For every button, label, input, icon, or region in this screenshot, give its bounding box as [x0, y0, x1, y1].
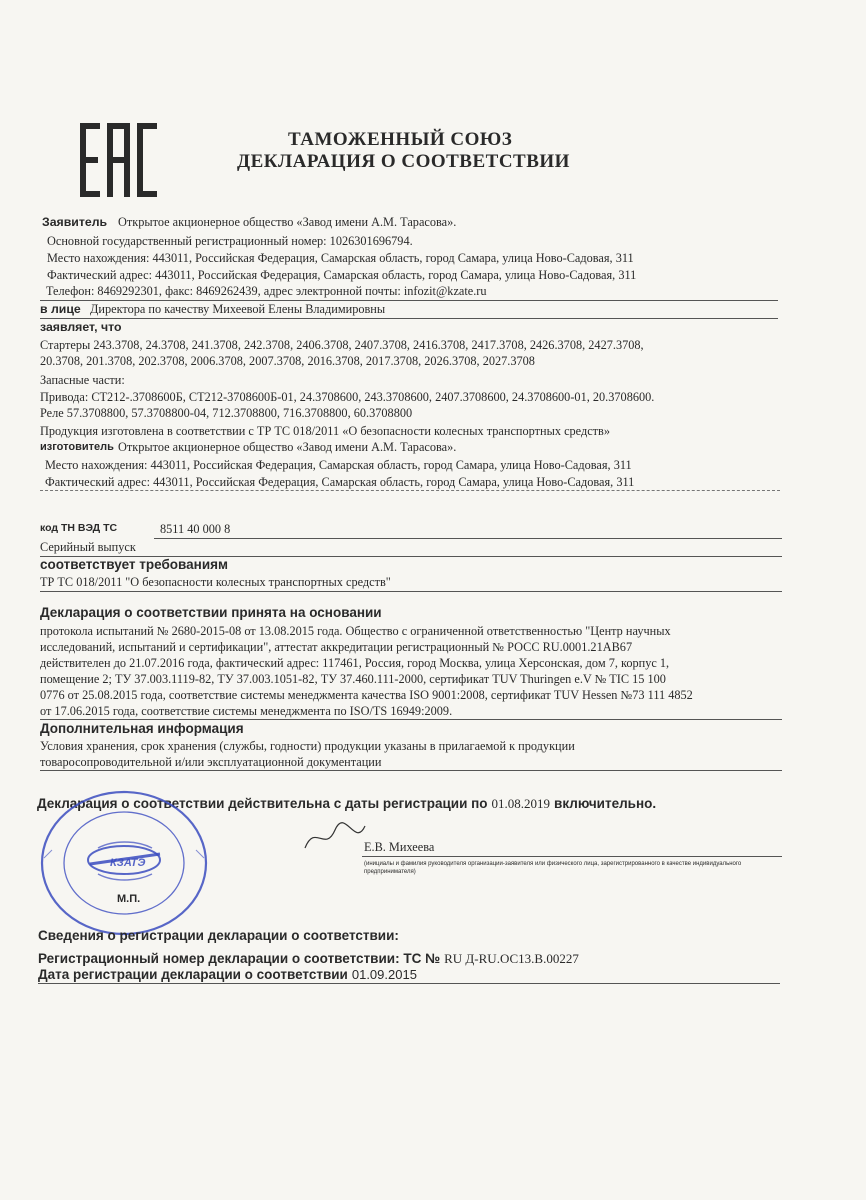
manufacturer-actual-address: Фактический адрес: 443011, Российская Федерация, Самарская область, город Самара, улица Ново-Садовая, 311 [45, 475, 635, 489]
mp-label: М.П. [117, 893, 141, 905]
registration-date-row [38, 966, 417, 984]
signature-caption: (инициалы и фамилия руководителя организации-заявителя или физического лица, зарегистрированного в качестве индивидуального предпринимателя) [364, 861, 742, 875]
applicant-name: Открытое акционерное общество «Завод имени А.М. Тарасова». [118, 215, 457, 229]
basis-label: Декларация о соответствии принята на основании [40, 605, 382, 620]
drives-list: Привода: СТ212-.3708600Б, СТ212-3708600Б-01, 24.3708600, 243.3708600, 2407.3708600, 24.3708600-01, 20.3708600. [40, 390, 655, 404]
applicant-label: Заявитель [42, 215, 108, 229]
registration-number-label: Регистрационный номер декларации о соответствии: ТС № [38, 951, 441, 966]
basis-line: исследований, испытаний и сертификации", аттестат аккредитации регистрационный № РОСС RU.0001.21АВ67 [40, 640, 633, 654]
requirements-value: ТР ТС 018/2011 "О безопасности колесных транспортных средств" [40, 575, 391, 589]
conformity-statement: Продукция изготовлена в соответствии с ТР ТС 018/2011 «О безопасности колесных транспортных средств» [40, 424, 611, 438]
basis-line: 0776 от 25.08.2015 года, соответствие системы менеджмента качества ISO 9001:2008, сертификат TUV Hessen №73 111 4852 [40, 688, 693, 702]
seal-text [38, 788, 210, 943]
seal-lettering [38, 788, 210, 938]
eac-logo [80, 123, 158, 197]
divider [40, 318, 778, 319]
signature-scribble [300, 818, 370, 858]
manufacturer-label: изготовитель [40, 441, 114, 453]
seal-center-text: КЗАТЭ [110, 857, 146, 869]
code-value: 8511 40 000 8 [160, 522, 231, 536]
divider [154, 538, 782, 539]
validity-suffix: включительно. [554, 796, 657, 811]
person-name: Директора по качеству Михеевой Елены Владимировны [90, 302, 386, 316]
divider [40, 300, 778, 301]
basis-line: от 17.06.2015 года, соответствие системы менеджмента по ISO/TS 16949:2009. [40, 704, 453, 718]
person-label: в лице [40, 302, 81, 316]
relays-list: Реле 57.3708800, 57.3708800-04, 712.3708800, 716.3708800, 60.3708800 [40, 406, 413, 420]
basis-line: помещение 2; ТУ 37.003.1119-82, ТУ 37.003.1051-82, ТУ 37.460.111-2000, сертификат TUV Thuringen e.V № TIC 15 100 [40, 672, 666, 686]
divider [38, 983, 780, 984]
products-line2: 20.3708, 201.3708, 202.3708, 2006.3708, 2007.3708, 2016.3708, 2017.3708, 2026.3708, 2027.3708 [40, 354, 535, 368]
validity-date: 01.08.2019 [491, 796, 551, 811]
divider [40, 591, 782, 592]
declares-label: заявляет, что [40, 320, 122, 334]
products-line1: Стартеры 243.3708, 24.3708, 241.3708, 242.3708, 2406.3708, 2407.3708, 2416.3708, 2417.3708, 2426.3708, 2427.3708, [40, 338, 644, 352]
signer-name: Е.В. Михеева [364, 840, 435, 854]
validity-prefix: Декларация о соответствии действительна с даты регистрации по [37, 796, 488, 811]
registration-date: 01.09.2015 [351, 967, 417, 982]
divider [40, 719, 782, 720]
registration-number: RU Д-RU.ОС13.В.00227 [444, 951, 579, 966]
dashed-divider [40, 490, 780, 491]
additional-line2: товаросопроводительной и/или эксплуатационной документации [40, 755, 382, 769]
additional-line1: Условия хранения, срок хранения (службы, годности) продукции указаны в прилагаемой к продукции [40, 739, 575, 753]
applicant-location: Место нахождения: 443011, Российская Федерация, Самарская область, город Самара, улица Ново-Садовая, 311 [47, 251, 634, 265]
title-customs-union: ТАМОЖЕННЫЙ СОЮЗ [288, 129, 513, 150]
basis-line: действителен до 21.07.2016 года, фактический адрес: 117461, Россия, город Москва, улица Херсонская, дом 7, корпус 1, [40, 656, 670, 670]
divider [40, 770, 782, 771]
code-label: код ТН ВЭД ТС [40, 522, 118, 534]
applicant-actual-address: Фактический адрес: 443011, Российская Федерация, Самарская область, город Самара, улица Ново-Садовая, 311 [47, 268, 637, 282]
registration-label: Сведения о регистрации декларации о соответствии: [38, 928, 399, 943]
applicant-contacts: Телефон: 8469292301, факс: 8469262439, адрес электронной почты: infozit@kzate.ru [46, 284, 487, 298]
additional-label: Дополнительная информация [40, 721, 244, 736]
signature-line [362, 856, 782, 857]
manufacturer-location: Место нахождения: 443011, Российская Федерация, Самарская область, город Самара, улица Ново-Садовая, 311 [45, 458, 632, 472]
title-declaration: ДЕКЛАРАЦИЯ О СООТВЕТСТВИИ [237, 151, 570, 172]
series-text: Серийный выпуск [40, 540, 136, 554]
manufacturer-name: Открытое акционерное общество «Завод имени А.М. Тарасова». [118, 440, 457, 454]
spare-parts-label: Запасные части: [40, 373, 125, 387]
basis-line: протокола испытаний № 2680-2015-08 от 13.08.2015 года. Общество с ограниченной ответственностью "Центр научных [40, 624, 671, 638]
requirements-label: соответствует требованиям [40, 557, 228, 572]
applicant-ogrn: Основной государственный регистрационный номер: 1026301696794. [47, 234, 413, 248]
registration-date-label: Дата регистрации декларации о соответствии [38, 967, 348, 982]
